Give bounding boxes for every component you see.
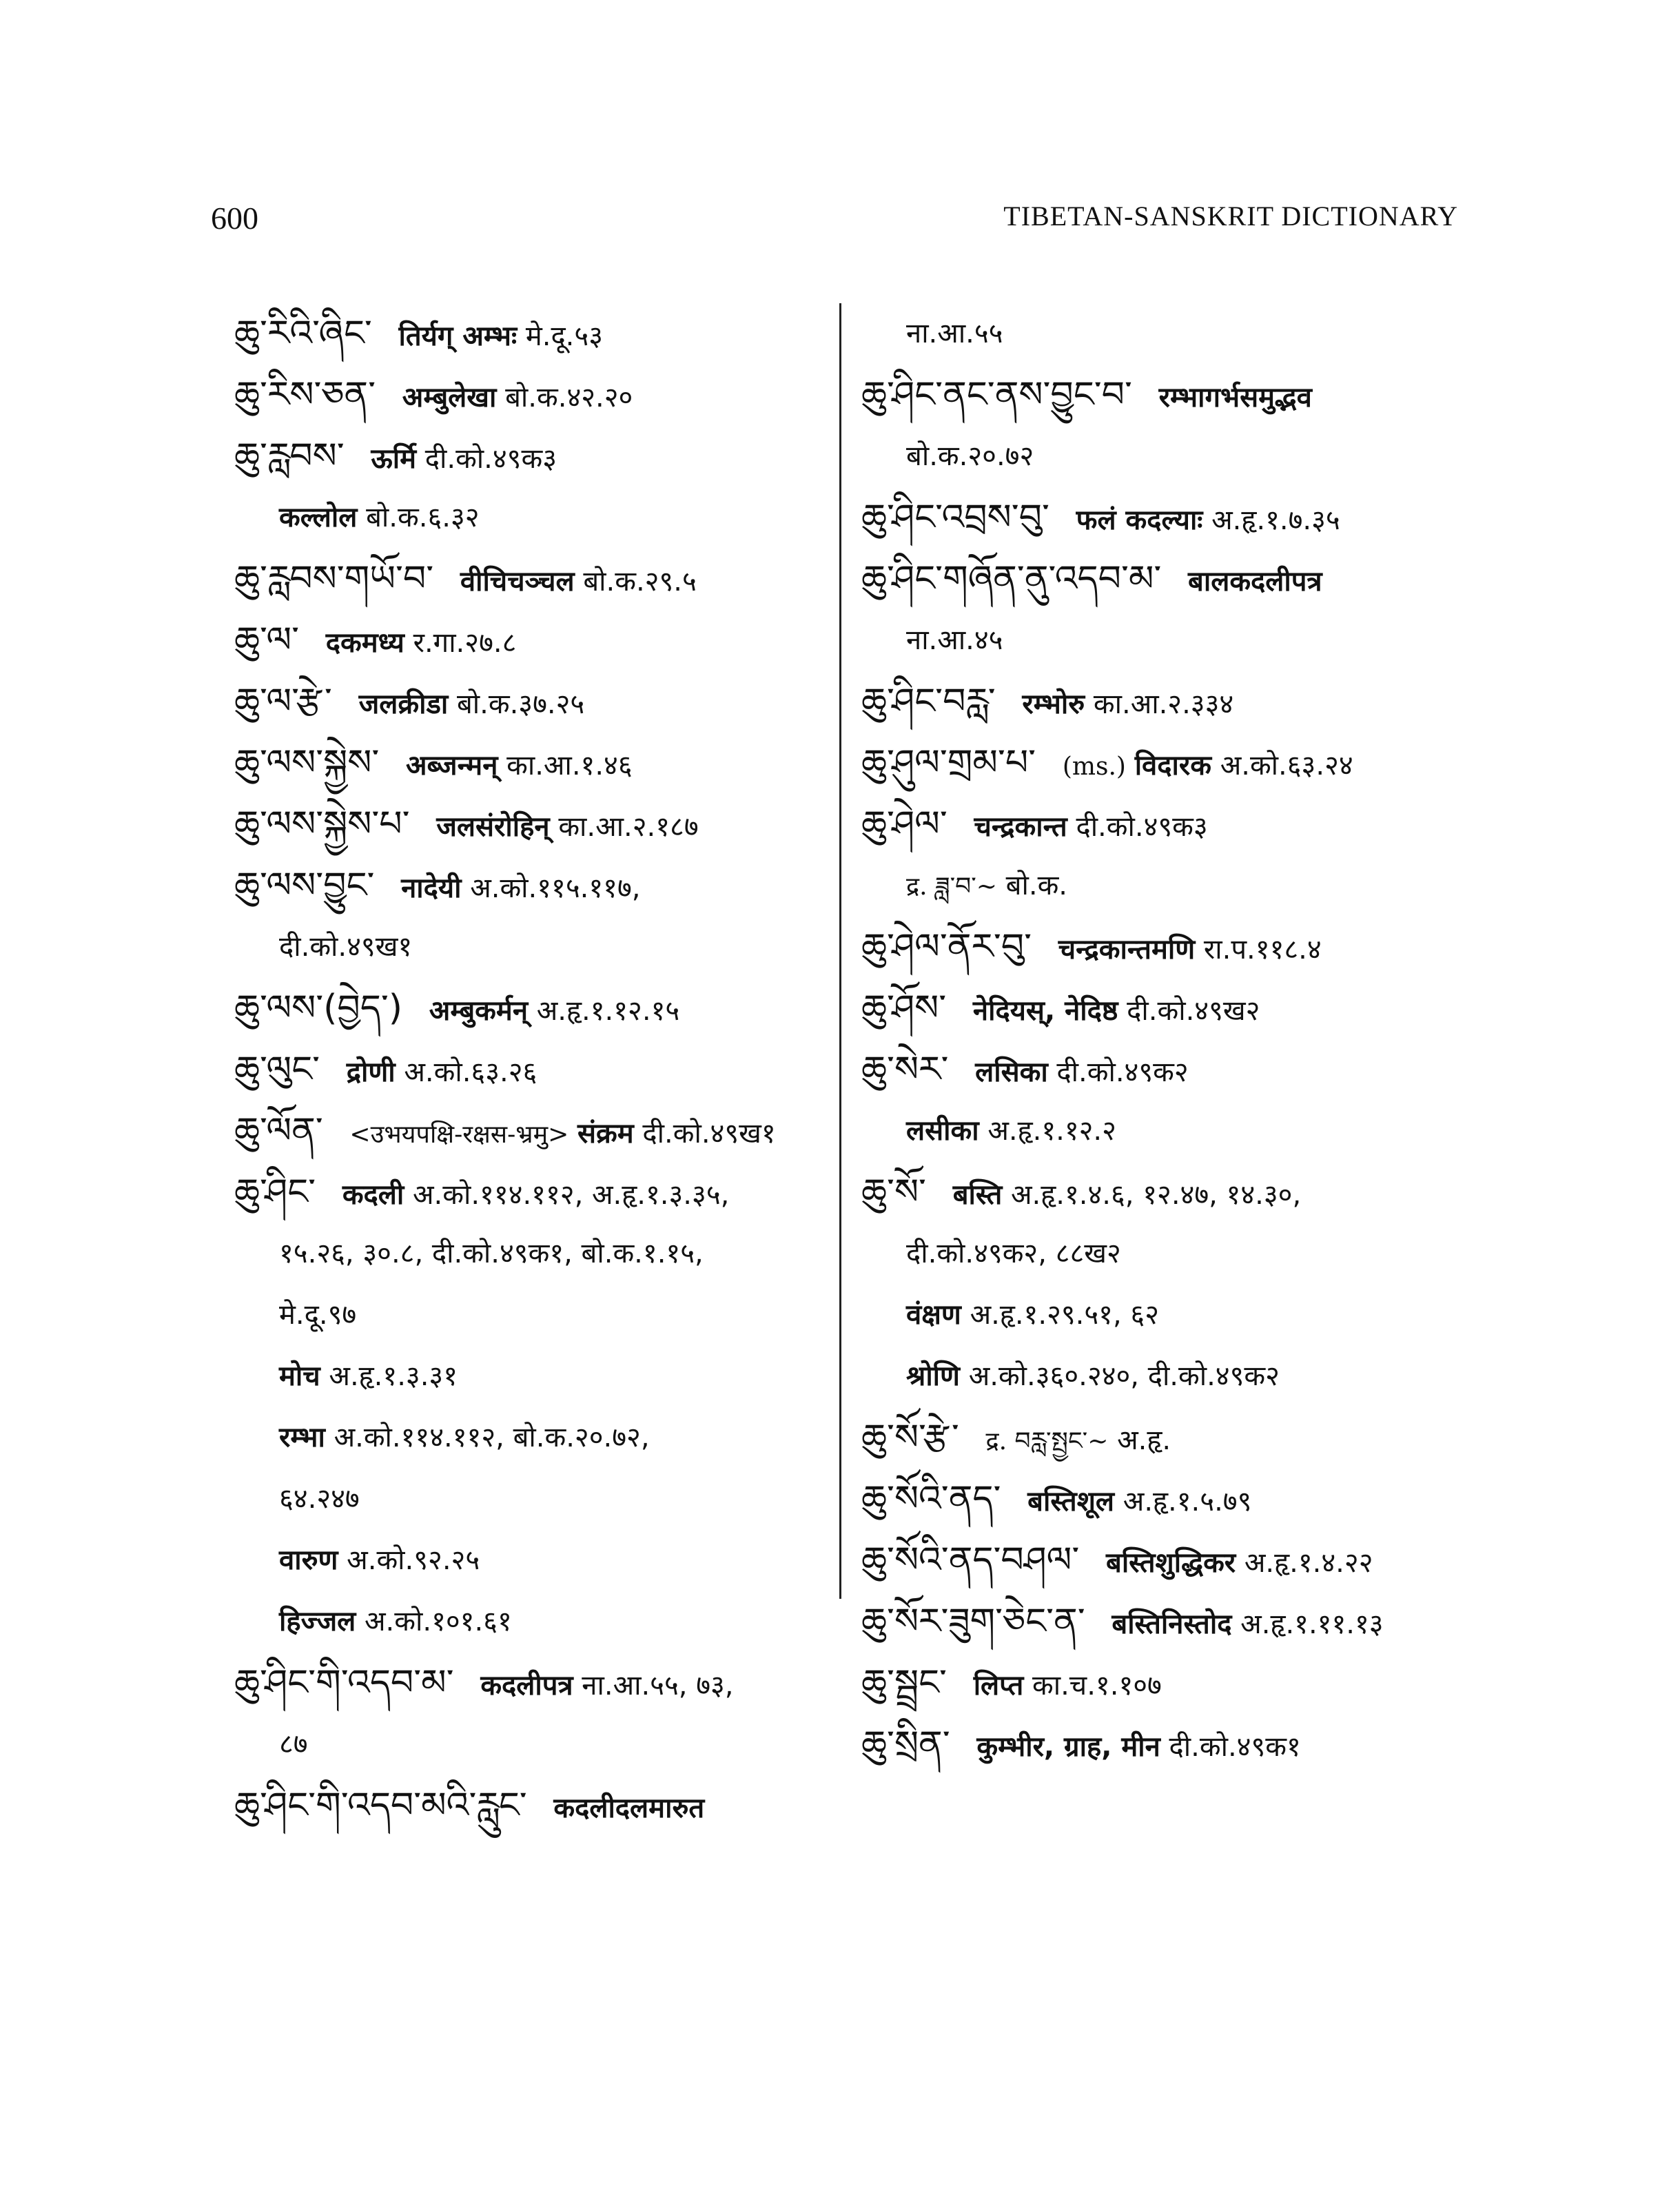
dictionary-entry <box>234 610 827 671</box>
source-reference: अ.हृ.१.४.२२ <box>1244 1547 1373 1579</box>
source-reference: बो.क.२९.५ <box>583 566 697 597</box>
tibetan-headword: ཆུ་ཤེལ་ནོར་བུ་ <box>861 926 1032 968</box>
dictionary-entry <box>234 1653 827 1714</box>
source-reference: ना.आ.४५ <box>906 624 1003 656</box>
source-reference: बो.क.६.३२ <box>366 502 480 533</box>
sanskrit-equivalent: बस्तिनिस्तोद <box>1112 1608 1232 1640</box>
source-reference: अ.हृ.१.५.७९ <box>1123 1486 1252 1518</box>
source-reference: ना.आ.५५ <box>906 318 1003 349</box>
sanskrit-equivalent: बालकदलीपत्र <box>1188 566 1322 597</box>
source-reference: दी.को.४९ख१ <box>279 931 413 963</box>
source-reference: १५.२६, ३०.८, दी.को.४९क१, बो.क.१.१५, <box>279 1238 704 1269</box>
dictionary-entry <box>861 733 1482 794</box>
dictionary-entry <box>234 549 827 610</box>
source-reference: का.आ.१.४६ <box>506 750 633 781</box>
sanskrit-equivalent: रम्भा <box>279 1422 325 1453</box>
sanskrit-equivalent: द्रोणी <box>346 1056 396 1088</box>
entry-continuation <box>234 487 827 549</box>
tibetan-headword: ཆུ་ཤིང་གི་འདབ་མའི་རླུང་ <box>234 1785 527 1826</box>
dictionary-entry <box>861 917 1482 978</box>
sanskrit-equivalent: कदलीदलमारुत <box>553 1792 705 1824</box>
tibetan-headword: ཆུ་རིས་ཅན་ <box>234 374 376 416</box>
entry-continuation <box>234 1714 827 1775</box>
entry-continuation <box>861 303 1482 365</box>
dictionary-entry <box>861 1469 1482 1530</box>
source-reference: दी.को.४९क३ <box>424 443 557 475</box>
entry-continuation <box>861 1101 1482 1162</box>
source-reference: अ.हृ.१.७.३५ <box>1211 504 1340 536</box>
entry-note: <उभयपक्षि-रक्षस-भ्रमु> <box>349 1121 569 1149</box>
source-reference: रा.प.११८.४ <box>1203 934 1322 965</box>
source-reference: अ.को.१०१.६१ <box>365 1606 512 1637</box>
source-reference: बो.क.४२.२० <box>505 382 633 413</box>
tibetan-headword: ཆུ་སོའི་ནད་ <box>861 1478 1001 1520</box>
source-reference: अ.हृ.१.२९.५१, ६२ <box>970 1299 1160 1331</box>
dictionary-entry <box>234 794 827 855</box>
source-reference: दी.को.४९क२, ८८ख२ <box>906 1238 1121 1269</box>
tibetan-headword: ཆུ་ལས་བྱུང་ <box>234 865 375 906</box>
tibetan-headword: ཆུ་ཤོས་ <box>861 988 947 1029</box>
sanskrit-equivalent: रम्भागर्भसमुद्भव <box>1158 382 1312 413</box>
dictionary-entry <box>234 303 827 365</box>
source-reference: अ.हृ.१.१२.१५ <box>536 995 680 1027</box>
source-reference: बो.क. <box>1005 870 1068 901</box>
sanskrit-equivalent: लसिका <box>975 1056 1048 1088</box>
source-reference: दी.को.४९क१ <box>1169 1731 1301 1763</box>
sanskrit-equivalent: चन्द्रकान्तमणि <box>1058 934 1196 965</box>
page-number: 600 <box>211 201 258 236</box>
tibetan-headword: ཆུ་སྦྲང་ <box>861 1662 947 1704</box>
entry-continuation <box>861 1346 1482 1407</box>
entry-note: द्र. ཟླ་བ་~ <box>906 872 997 901</box>
source-reference: अ.को.११४.११२, बो.क.२०.७२, <box>334 1422 650 1453</box>
entry-continuation <box>861 426 1482 487</box>
sanskrit-equivalent: हिज्जल <box>279 1606 356 1637</box>
dictionary-entry <box>861 671 1482 733</box>
dictionary-entry <box>861 1162 1482 1223</box>
sanskrit-equivalent: तिर्यग् अम्भः <box>398 320 518 352</box>
source-reference: ना.आ.५५, ७३, <box>582 1670 734 1702</box>
entry-continuation <box>234 1407 827 1469</box>
tibetan-headword: ཆུ་སེར་ <box>861 1049 949 1090</box>
dictionary-entry <box>861 1407 1482 1469</box>
left-column <box>234 303 827 1837</box>
dictionary-entry <box>234 733 827 794</box>
source-reference: मे.दू.९७ <box>279 1299 357 1331</box>
sanskrit-equivalent: फलं कदल्याः <box>1076 504 1203 536</box>
dictionary-entry <box>861 549 1482 610</box>
source-reference: अ.को.६३.२६ <box>404 1056 537 1088</box>
sanskrit-equivalent: रम्भोरु <box>1022 688 1085 720</box>
source-reference: अ.हृ.१.१२.२ <box>987 1115 1116 1147</box>
right-column <box>861 303 1482 1775</box>
sanskrit-equivalent: बस्तिशूल <box>1027 1486 1115 1518</box>
entry-note: (ms.) <box>1062 753 1126 781</box>
tibetan-headword: ཆུ་ཤིང་འབྲས་བུ་ <box>861 497 1049 538</box>
source-reference: ६४.२४७ <box>279 1483 360 1515</box>
tibetan-headword: ཆུ་རིའི་ཞིང་ <box>234 313 372 354</box>
entry-continuation <box>234 1591 827 1653</box>
tibetan-headword: ཆུ་ཤེལ་ <box>861 804 947 845</box>
sanskrit-equivalent: श्रोणि <box>906 1360 960 1392</box>
tibetan-headword: ཆུ་ལོན་ <box>234 1110 323 1152</box>
entry-continuation <box>234 1469 827 1530</box>
running-title: TIBETAN-SANSKRIT DICTIONARY <box>1003 201 1458 232</box>
entry-continuation <box>861 610 1482 671</box>
entry-note: द्र. བརླ་སྤྱང་~ <box>985 1427 1109 1455</box>
sanskrit-equivalent: अम्बुकर्मन् <box>429 995 529 1027</box>
sanskrit-equivalent: विदारक <box>1134 750 1211 781</box>
tibetan-headword: ཆུ་ཤིང་གཞོན་ནུ་འདབ་མ་ <box>861 558 1162 600</box>
tibetan-headword: ཆུ་སོར་ཟུག་ཅེང་ན་ <box>861 1601 1085 1642</box>
source-reference: अ.हृ.१.४.६, १२.४७, १४.३०, <box>1010 1179 1302 1211</box>
tibetan-headword: ཆུ་ལས་(བྱེད་) <box>234 988 403 1029</box>
sanskrit-equivalent: कदलीपत्र <box>480 1670 573 1702</box>
entry-continuation <box>861 1285 1482 1346</box>
sanskrit-equivalent: अब्जन्मन् <box>405 750 498 781</box>
sanskrit-equivalent: अम्बुलेखा <box>402 382 497 413</box>
sanskrit-equivalent: बस्ति <box>952 1179 1003 1211</box>
sanskrit-equivalent: संक्रम <box>577 1118 634 1149</box>
entry-continuation <box>234 1223 827 1285</box>
entry-continuation <box>861 855 1482 917</box>
source-reference: अ.को.९२.२५ <box>347 1544 480 1576</box>
source-reference: अ.को.३६०.२४०, दी.को.४९क२ <box>968 1360 1280 1392</box>
tibetan-headword: ཆུ་སོའི་ནད་བཤལ་ <box>861 1540 1080 1581</box>
source-reference: का.च.१.१०७ <box>1032 1670 1162 1702</box>
dictionary-entry <box>234 1039 827 1101</box>
dictionary-entry <box>861 1039 1482 1101</box>
sanskrit-equivalent: चन्द्रकान्त <box>974 811 1067 843</box>
sanskrit-equivalent: बस्तिशुद्धिकर <box>1105 1547 1236 1579</box>
tibetan-headword: ཆུ་སོ་རྩེ་ <box>861 1417 959 1458</box>
sanskrit-equivalent: ऊर्मि <box>371 443 417 475</box>
dictionary-entry <box>234 671 827 733</box>
source-reference: अ.को.६३.२४ <box>1220 750 1353 781</box>
dictionary-entry <box>861 978 1482 1039</box>
source-reference: दी.को.४९ख१ <box>642 1118 776 1149</box>
tibetan-headword: ཆུ་རླབས་གཡོ་བ་ <box>234 558 434 600</box>
source-reference: मे.दू.५३ <box>525 320 604 352</box>
sanskrit-equivalent: कल्लोल <box>279 502 358 533</box>
tibetan-headword: ཆུ་ལ་རྩེ་ <box>234 681 332 722</box>
sanskrit-equivalent: मोच <box>279 1360 320 1392</box>
dictionary-entry <box>234 1101 827 1162</box>
source-reference: दी.को.४९क३ <box>1076 811 1208 843</box>
dictionary-entry <box>861 1653 1482 1714</box>
sanskrit-equivalent: कदली <box>342 1179 404 1211</box>
tibetan-headword: ཆུ་རླབས་ <box>234 436 345 477</box>
source-reference: दी.को.४९ख२ <box>1127 995 1260 1027</box>
dictionary-entry <box>861 1714 1482 1775</box>
source-reference: दी.को.४९क२ <box>1056 1056 1189 1088</box>
sanskrit-equivalent: जलसंरोहिन् <box>436 811 550 843</box>
source-reference: अ.हृ.१.३.३१ <box>329 1360 458 1392</box>
dictionary-entry <box>234 855 827 917</box>
entry-continuation <box>234 1346 827 1407</box>
source-reference: अ.हृ. <box>1117 1424 1171 1456</box>
dictionary-entry <box>234 426 827 487</box>
tibetan-headword: ཆུ་ལས་སྐྱེས་ <box>234 742 380 784</box>
tibetan-headword: ཆུ་སོ་ <box>861 1172 926 1213</box>
tibetan-headword: ཆུ་ལུང་ <box>234 1049 320 1090</box>
sanskrit-equivalent: वीचिचञ्चल <box>460 566 575 597</box>
dictionary-entry <box>234 1775 827 1837</box>
dictionary-entry <box>861 365 1482 426</box>
tibetan-headword: ཆུ་ཤིང་བརླ་ <box>861 681 996 722</box>
dictionary-entry <box>861 487 1482 549</box>
source-reference: र.गा.२७.८ <box>413 627 517 659</box>
tibetan-headword: ཆུ་ཤིང་ <box>234 1172 316 1213</box>
source-reference: अ.को.११५.११७, <box>470 872 641 904</box>
source-reference: का.आ.२.३३४ <box>1093 688 1234 720</box>
sanskrit-equivalent: वारुण <box>279 1544 338 1576</box>
tibetan-headword: ཆུ་ཤིང་ནང་ནས་བྱུང་བ་ <box>861 374 1132 416</box>
entry-continuation <box>861 1223 1482 1285</box>
entry-continuation <box>234 1285 827 1346</box>
column-divider <box>839 303 841 1599</box>
dictionary-entry <box>861 1591 1482 1653</box>
sanskrit-equivalent: दकमध्य <box>325 627 404 659</box>
tibetan-headword: ཆུ་ཤུལ་གྲམ་པ་ <box>861 742 1036 784</box>
dictionary-entry <box>861 794 1482 855</box>
sanskrit-equivalent: कुम्भीर, ग्राह, मीन <box>976 1731 1160 1763</box>
tibetan-headword: ཆུ་ཤིང་གི་འདབ་མ་ <box>234 1662 454 1704</box>
source-reference: अ.को.११४.११२, अ.हृ.१.३.३५, <box>412 1179 730 1211</box>
dictionary-entry <box>234 1162 827 1223</box>
sanskrit-equivalent: लिप्त <box>973 1670 1024 1702</box>
entry-continuation <box>234 917 827 978</box>
source-reference: अ.हृ.१.११.१३ <box>1240 1608 1384 1640</box>
source-reference: ८७ <box>279 1728 308 1760</box>
dictionary-entry <box>861 1530 1482 1591</box>
tibetan-headword: ཆུ་ལ་ <box>234 620 300 661</box>
source-reference: बो.क.२०.७२ <box>906 440 1034 472</box>
sanskrit-equivalent: लसीका <box>906 1115 979 1147</box>
sanskrit-equivalent: वंक्षण <box>906 1299 961 1331</box>
sanskrit-equivalent: नादेयी <box>401 872 462 904</box>
sanskrit-equivalent: नेदियस्, नेदिष्ठ <box>972 995 1118 1027</box>
dictionary-entry <box>234 978 827 1039</box>
sanskrit-equivalent: जलक्रीडा <box>358 688 449 720</box>
tibetan-headword: ཆུ་སྲིན་ <box>861 1724 950 1765</box>
entry-continuation <box>234 1530 827 1591</box>
source-reference: बो.क.३७.२५ <box>456 688 585 720</box>
tibetan-headword: ཆུ་ལས་སྐྱེས་པ་ <box>234 804 410 845</box>
dictionary-entry <box>234 365 827 426</box>
source-reference: का.आ.२.१८७ <box>558 811 699 843</box>
